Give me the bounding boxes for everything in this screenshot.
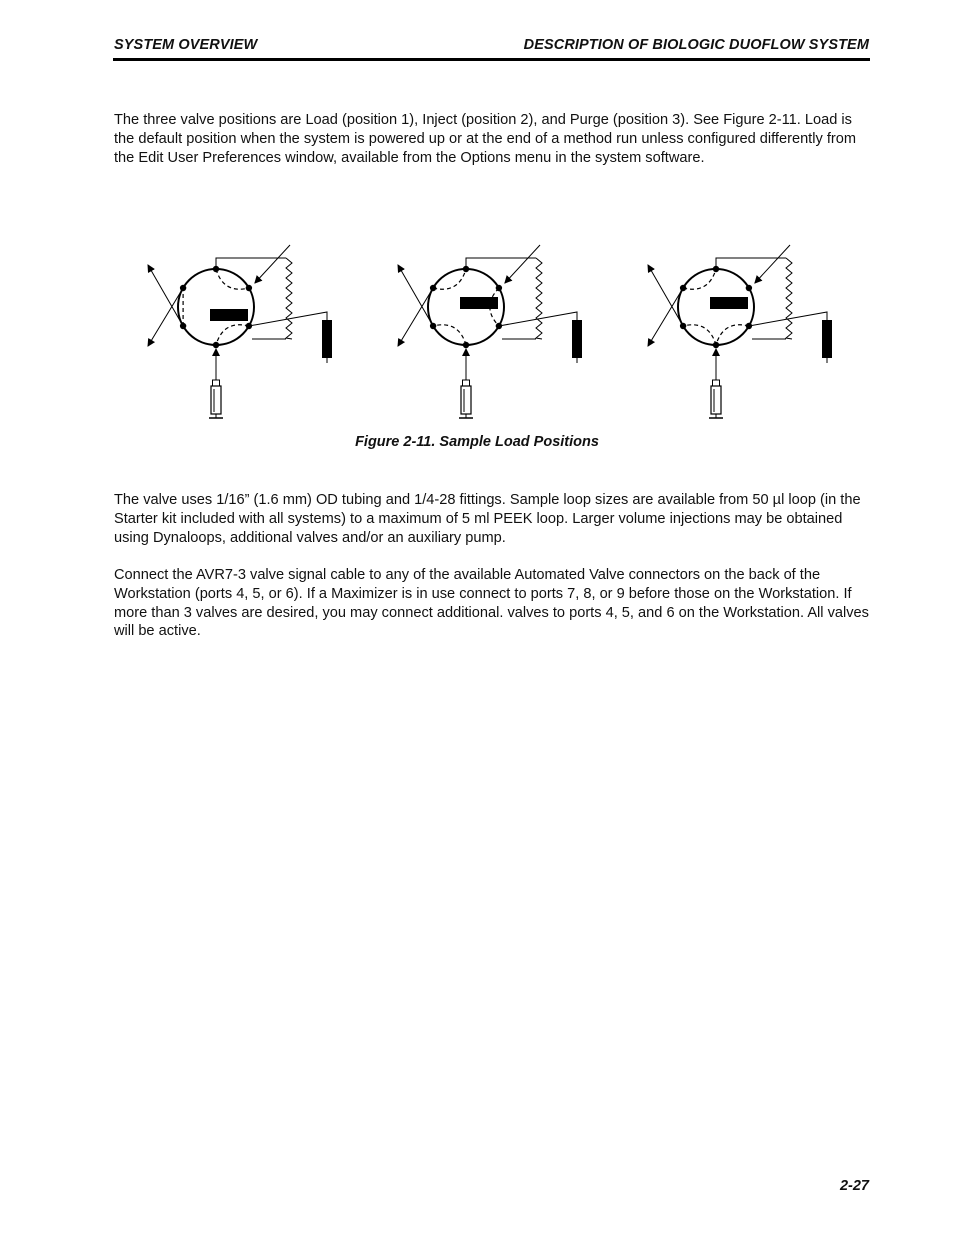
sample-load-positions-figure xyxy=(140,240,840,425)
valve-port xyxy=(746,285,752,291)
column-line xyxy=(499,312,577,326)
column-line xyxy=(249,312,327,326)
syringe-barrel xyxy=(211,386,221,414)
sample-loop-coil xyxy=(536,258,542,339)
syringe-barrel xyxy=(711,386,721,414)
page-header xyxy=(113,36,870,61)
column-line xyxy=(749,312,827,326)
sample-loop-line xyxy=(466,258,536,269)
rotor-block xyxy=(460,297,498,309)
column xyxy=(572,320,582,358)
valve-diagram-inject xyxy=(398,245,582,418)
sample-loop-line xyxy=(716,258,786,269)
syringe-hub xyxy=(463,380,470,386)
column xyxy=(322,320,332,358)
page-number: 2-27 xyxy=(839,1178,869,1194)
valve-diagram-load xyxy=(148,245,332,418)
syringe-hub xyxy=(213,380,220,386)
pump-inlet-arrow xyxy=(505,245,540,283)
rotor-block xyxy=(710,297,748,309)
pump-inlet-arrow xyxy=(255,245,290,283)
syringe-hub xyxy=(713,380,720,386)
valve-port xyxy=(680,323,686,329)
header-chapter-title: DESCRIPTION OF BIOLOGIC DUOFLOW SYSTEM xyxy=(523,37,869,53)
header-section-title: SYSTEM OVERVIEW xyxy=(114,37,258,53)
sample-loop-coil xyxy=(786,258,792,339)
pump-inlet-arrow xyxy=(755,245,790,283)
valve-port xyxy=(430,323,436,329)
paragraph-valve-positions: The three valve positions are Load (position 1), Inject (position 2), and Purge (position 3). See Figure 2-11. Load is the default position when the system is powered up or at the end of a method run unless configured differently from the Edit User Preferences window, available from the Options menu in the system software. xyxy=(114,112,857,166)
paragraph-valve-signal-cable: Connect the AVR7-3 valve signal cable to any of the available Automated Valve connectors on the back of the Workstation (ports 4, 5, or 6). If a Maximizer is in use connect to ports 7, 8, or 9 before those on the Workstation. If more than 3 valves are desired, you may connect additional. valves to ports 4, 5, and 6 on the Workstation. All valves will be active. xyxy=(114,567,869,640)
sample-loop-line xyxy=(216,258,286,269)
sample-loop-coil xyxy=(286,258,292,339)
paragraph-tubing-and-loops: The valve uses 1/16” (1.6 mm) OD tubing and 1/4-28 fittings. Sample loop sizes are available from 50 µl loop (in the Starter kit included with all systems) to a maximum of 5 ml PEEK loop. Larger volume injections may be obtained using Dynaloops, additional valves and/or an auxiliary pump. xyxy=(114,492,861,546)
valve-port xyxy=(246,285,252,291)
valve-diagram-purge xyxy=(648,245,832,418)
valve-body xyxy=(178,269,254,345)
figure-caption: Figure 2-11. Sample Load Positions xyxy=(355,434,599,450)
syringe-barrel xyxy=(461,386,471,414)
rotor-block xyxy=(210,309,248,321)
column xyxy=(822,320,832,358)
